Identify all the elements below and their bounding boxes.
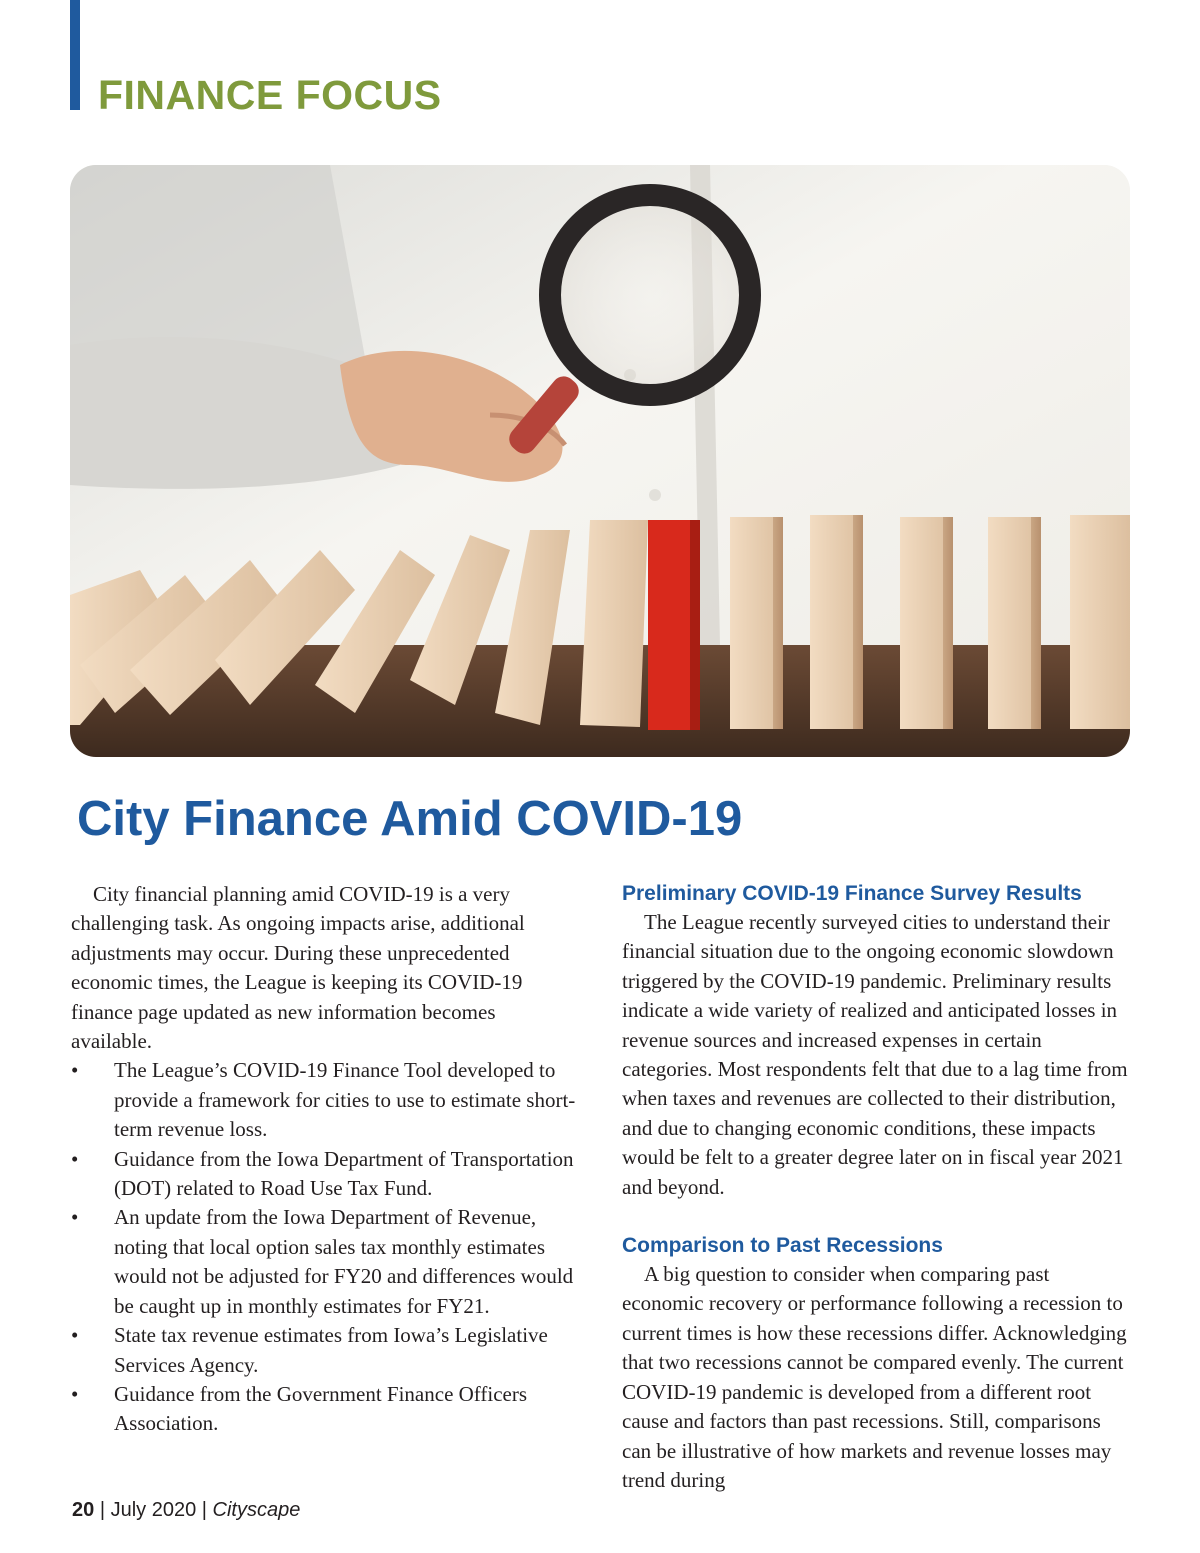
left-column: [71, 880, 581, 1439]
list-item: [71, 1056, 581, 1144]
article-title: City Finance Amid COVID-19: [77, 792, 743, 846]
section-body-recessions: A big question to consider when comparing past economic recovery or performance following a recession to current times is how these recessions differ. Acknowledging that two recessions cannot be compared evenly. The current COVID-19 pandemic is developed from a different root cause and factors than past recessions. Still, comparisons can be illustrative of how markets and revenue losses may trend during: [622, 1262, 1127, 1492]
bullet-icon: •: [71, 1058, 79, 1083]
bullet-icon: •: [71, 1205, 79, 1230]
footer-separator: |: [201, 1499, 207, 1521]
page-number: 20: [72, 1499, 95, 1521]
section-label: [98, 70, 442, 120]
hero-image: [70, 165, 1130, 757]
list-item: [71, 1321, 581, 1380]
issue-date: July 2020: [110, 1499, 197, 1521]
accent-bar: [70, 0, 80, 110]
section-label-bold: FINANCE: [98, 72, 284, 118]
list-item: [71, 1380, 581, 1439]
list-item-text: Guidance from the Government Finance Officers Association.: [114, 1381, 528, 1436]
intro-paragraph: City financial planning amid COVID-19 is a very challenging task. As ongoing impacts arise, additional adjustments may occur. During these unprecedented economic times, the League is keeping its COVID-19 finance page updated as new information becomes available.: [71, 882, 525, 1054]
footer-separator: |: [99, 1499, 106, 1521]
section-body-survey: The League recently surveyed cities to understand their financial situation due to the ongoing economic slowdown triggered by the COVID-19 pandemic. Preliminary results indicate a wide variety of realized and anticipated losses in revenue sources and increased expenses in certain categories. Most respondents felt that due to a lag time from when taxes and revenues are collected to their distribution, and due to changing economic conditions, these impacts would be felt to a greater degree later on in fiscal year 2021 and beyond.: [622, 910, 1128, 1199]
section-heading-recessions: Comparison to Past Recessions: [622, 1234, 943, 1258]
right-column: [622, 880, 1132, 1495]
bullet-icon: •: [71, 1381, 79, 1406]
page-footer: [72, 1497, 300, 1523]
section-heading-survey: Preliminary COVID-19 Finance Survey Results: [622, 882, 1082, 905]
list-item: [71, 1203, 581, 1321]
list-item-text: Guidance from the Iowa Department of Transportation (DOT) related to Road Use Tax Fund.: [114, 1146, 574, 1201]
list-item-text: The League’s COVID-19 Finance Tool developed to provide a framework for cities to use to estimate short-term revenue loss.: [114, 1058, 576, 1142]
bullet-list: [71, 1056, 581, 1438]
bullet-icon: •: [71, 1146, 79, 1171]
magazine-name: Cityscape: [212, 1499, 301, 1521]
bullet-icon: •: [71, 1323, 79, 1348]
list-item-text: State tax revenue estimates from Iowa’s Legislative Services Agency.: [114, 1323, 548, 1377]
list-item: [71, 1145, 581, 1204]
hero-illustration: [70, 165, 1130, 757]
list-item-text: An update from the Iowa Department of Revenue, noting that local option sales tax monthly estimates would not be adjusted for FY20 and differences would be caught up in monthly estimates for FY21.: [114, 1205, 574, 1318]
section-label-regular: FOCUS: [295, 72, 442, 118]
